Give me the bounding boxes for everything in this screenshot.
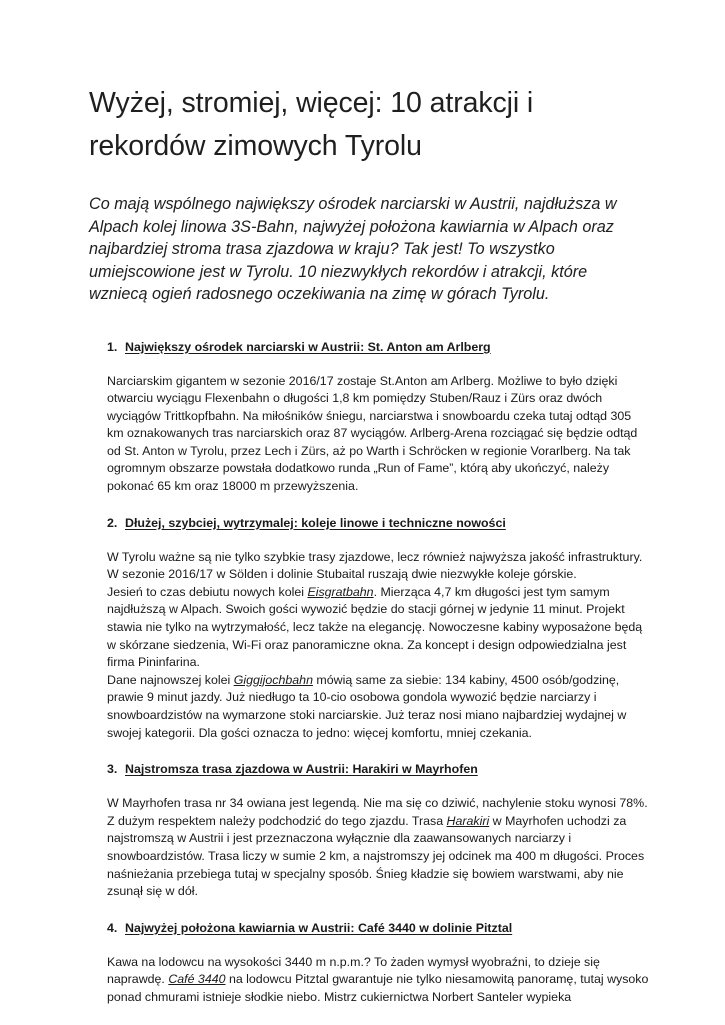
text-run: na lodowcu Pitztal gwarantuje nie tylko niesamowitą panoramę, tutaj wysoko ponad chmurami istnieje słodkie niebo. Mistrz cukiernictwa Norbert Santeler wypieka (107, 972, 649, 1004)
harakiri-link[interactable]: Harakiri (446, 813, 490, 828)
document-title: Wyżej, stromiej, więcej: 10 atrakcji i rekordów zimowych Tyrolu (89, 87, 534, 162)
section-heading-2 (89, 514, 649, 532)
paragraph (107, 954, 649, 1007)
text-run: mówią same za siebie: 134 kabiny, 4500 osób/godzinę, prawie 9 minut jazdy. Już niedługo ta 10-cio osobowa gondola wywozić będzie narciarzy i snowboardzistów na wymarzone stoki narciarskie. Już teraz nosi miano najbardziej wydajnej w swojej kategorii. Dla gości oznacza to jedno: więcej komfortu, mniej czekania. (107, 672, 627, 740)
section-number: 3. (107, 762, 118, 777)
text-run: Jesień to czas debiutu nowych kolei (107, 584, 308, 599)
paragraph: Narciarskim gigantem w sezonie 2016/17 zostaje St.Anton am Arlberg. Możliwe to było dzięki otwarciu wyciągu Flexenbahn o długości 1,8 km pomiędzy Stuben/Rauz i Zürs oraz dwóch wyciągów Trittkopfbahn. Na miłośników śniegu, narciarstwa i snowboardu czeka tutaj odtąd 305 km oznakowanych tras narciarskich oraz 87 wyciągów. Arlberg-Arena rozciągać się będzie odtąd od St. Anton w Tyrolu, przez Lech i Zürs, aż po Warth i Schröcken w regionie Vorarlberg. Na tak ogromnym obszarze powstała dodatkowo runda „Run of Fame”, którą aby ukończyć, należy pokonać 65 km oraz 18000 m przewyższenia. (107, 373, 638, 494)
paragraph (107, 584, 649, 672)
document-page (89, 82, 649, 1025)
cafe-3440-link[interactable]: Café 3440 (168, 972, 226, 987)
paragraph (107, 795, 649, 901)
lead-paragraph: Co mają wspólnego największy ośrodek narciarski w Austrii, najdłuższa w Alpach kolej linowa 3S-Bahn, najwyżej położona kawiarnia w Alpach oraz najbardziej stroma trasa zjazdowa w kraju? Tak jest! To wszystko umiejscowione jest w Tyrolu. 10 niezwykłych rekordów i atrakcji, które wzniecą ogień radosnego oczekiwania na zimę w górach Tyrolu. (89, 195, 617, 303)
section-body-2 (107, 549, 649, 743)
section-number: 2. (107, 515, 118, 530)
section-body-4 (107, 954, 649, 1007)
section-number: 1. (107, 339, 118, 354)
section-title: Największy ośrodek narciarski w Austrii: St. Anton am Arlberg (125, 339, 491, 354)
paragraph (107, 672, 649, 742)
section-title: Dłużej, szybciej, wytrzymalej: koleje linowe i techniczne nowości (125, 515, 506, 530)
section-heading-4 (89, 919, 649, 937)
section-heading-3 (89, 760, 649, 778)
giggijochbahn-link[interactable]: Giggijochbahn (233, 672, 313, 687)
text-run: w Mayrhofen uchodzi za najstromszą w Austrii i jest przeznaczona wyłącznie dla zaawansowanych narciarzy i snowboardzistów. Trasa liczy w sumie 2 km, a najstromszy jej odcinek ma 400 m długości. Proces naśnieżania przebiega tutaj w specjalny sposób. Śnieg kładzie się bowiem warstwami, aby nie zsunął się w dół. (107, 813, 645, 899)
eisgratbahn-link[interactable]: Eisgratbahn (307, 584, 374, 599)
text-run: Kawa na lodowcu na wysokości 3440 m n.p.m.? To żaden wymysł wyobraźni, to dzieje się naprawdę. (107, 954, 600, 987)
text-run: Dane najnowszej kolei (107, 672, 234, 687)
paragraph: W Tyrolu ważne są nie tylko szybkie trasy zjazdowe, lecz również najwyższa jakość infrastruktury. W sezonie 2016/17 w Sölden i dolinie Stubaital ruszają dwie niezwykłe koleje górskie. (107, 549, 643, 582)
section-body-1 (107, 373, 649, 496)
section-title: Najstromsza trasa zjazdowa w Austrii: Harakiri w Mayrhofen (125, 762, 478, 777)
text-run: W Mayrhofen trasa nr 34 owiana jest legendą. Nie ma się co dziwić, nachylenie stoku wynosi 78%. Z dużym respektem należy podchodzić do tego zjazdu. Trasa (107, 796, 648, 828)
section-title: Najwyżej położona kawiarnia w Austrii: Café 3440 w dolinie Pitztal (125, 920, 513, 935)
section-heading-1 (89, 338, 649, 356)
section-number: 4. (107, 920, 118, 935)
text-run: . Mierząca 4,7 km długości jest tym samym najdłuższą w Alpach. Swoich gości wywozić będzie do stacji górnej w jedynie 11 minut. Projekt stawia nie tylko na wytrzymałość, lecz także na elegancję. Nowoczesne kabiny wyposażone będą w skórzane siedzenia, Wi-Fi oraz panoramiczne okna. Za koncept i design odpowiedzialna jest firma Pininfarina. (107, 584, 643, 670)
section-body-3 (107, 795, 649, 901)
